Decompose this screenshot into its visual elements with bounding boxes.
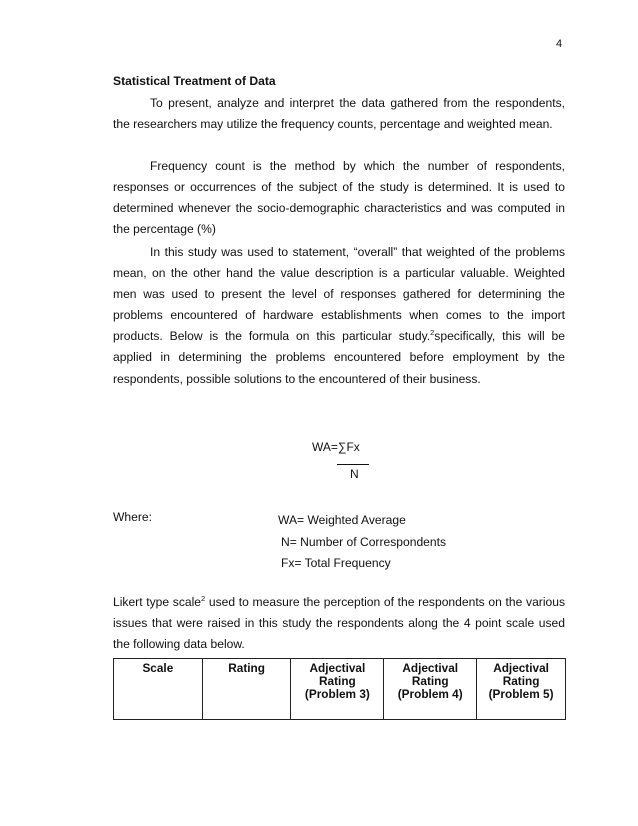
paragraph-weighted-mean [113, 242, 565, 390]
paragraph-likert-scale [113, 592, 565, 655]
paragraph-frequency-count: Frequency count is the method by which the number of respondents, responses or occurrences of the subject of the study is determined. It is used to determined whenever the socio-demographic characteristics and was computed in the percentage (%) [113, 159, 565, 237]
header-scale: Scale [114, 659, 203, 720]
paragraph-likert-text-2: used to measure the perception of the respondents on the various issues that were raised in this study the respondents along the 4 point scale used the following data below. [113, 595, 566, 652]
header-rating: Rating [202, 659, 291, 720]
paragraph-weighted-mean-text-2: specifically, this will be applied in determining the problems encountered before employment by the respondents, possible solutions to the encountered of their business. [113, 329, 565, 386]
footnote-marker: 2 [430, 328, 435, 338]
header-adjectival-rating-problem-5: Adjectival Rating (Problem 5) [477, 659, 566, 720]
page-number: 4 [556, 38, 563, 50]
header-adjectival-rating-problem-4: Adjectival Rating (Problem 4) [384, 659, 477, 720]
definition-wa: WA= Weighted Average [278, 513, 406, 527]
header-adjectival-rating-problem-3: Adjectival Rating (Problem 3) [291, 659, 384, 720]
where-label: Where: [113, 510, 152, 524]
definition-fx: Fx= Total Frequency [281, 556, 391, 570]
footnote-marker: 2 [201, 593, 206, 603]
formula-definitions [278, 510, 446, 575]
paragraph-likert-text-1: Likert type scale [113, 595, 202, 609]
table-header-row [114, 659, 566, 720]
fraction-line [337, 464, 369, 465]
definition-n: N= Number of Correspondents [281, 534, 447, 549]
formula-numerator: WA=∑Fx [312, 440, 360, 454]
formula-denominator: N [350, 467, 359, 481]
rating-scale-table [113, 658, 566, 720]
paragraph-intro: To present, analyze and interpret the data gathered from the respondents, the researchers may utilize the frequency counts, percentage and weighted mean. [113, 96, 565, 132]
section-heading: Statistical Treatment of Data [113, 74, 276, 88]
paragraph-weighted-mean-text-1: In this study was used to statement, “overall” that weighted of the problems mean, on the other hand the value description is a particular valuable. Weighted men was used to present the level of responses gathered for determining the problems encountered of hardware establishments when comes to the import products. Below is the formula on this particular study. [113, 245, 565, 344]
